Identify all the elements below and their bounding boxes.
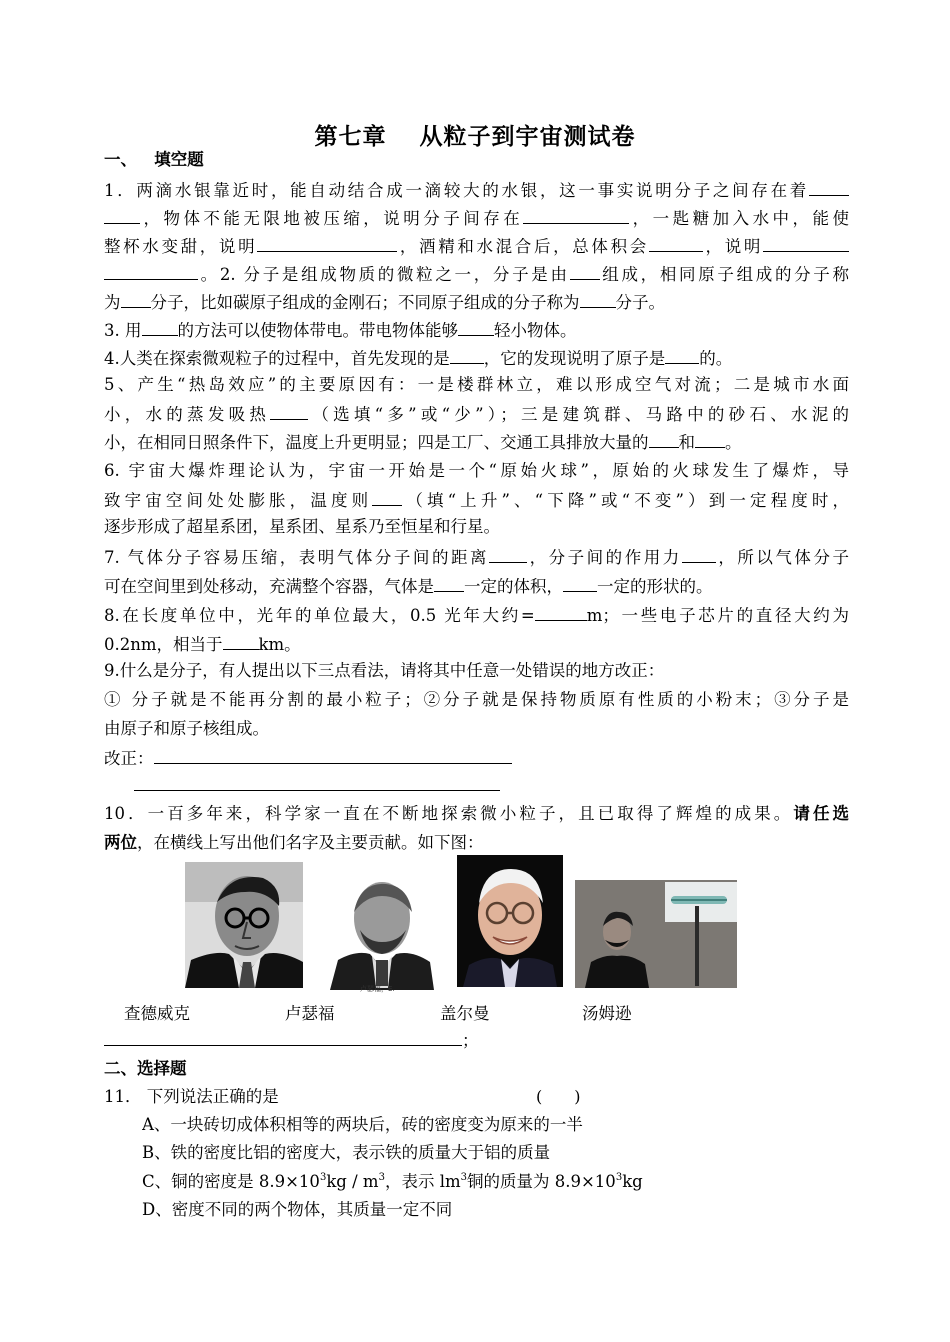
option-b[interactable]: B、铁的密度比铝的密度大，表示铁的质量大于铝的质量 xyxy=(142,1143,551,1162)
question-text: ，一匙糖加入水中，能使 xyxy=(629,209,849,228)
exponent: 3 xyxy=(615,1172,623,1183)
question-10-line-2 xyxy=(104,832,849,854)
question-text: 0.2nm，相当于 xyxy=(104,635,223,654)
question-1-line-1 xyxy=(104,178,849,202)
question-text: 为 xyxy=(104,293,121,312)
answer-blank[interactable] xyxy=(104,262,198,280)
question-text: 分子，比如碳原子组成的金刚石；不同原子组成的分子称为 xyxy=(150,293,580,312)
question-text: 11． 下列说法正确的是 xyxy=(104,1087,279,1106)
question-text: 7. 气体分子容易压缩，表明气体分子间的距离 xyxy=(104,548,490,567)
answer-blank[interactable] xyxy=(682,545,716,563)
page-title: 第七章 从粒子到宇宙测试卷 xyxy=(314,124,636,150)
question-6-line-1 xyxy=(104,460,849,482)
section-number: 一、 xyxy=(104,150,137,169)
section-heading-multiple-choice: 二、选择题 xyxy=(104,1059,187,1078)
option-text: ，表示 lm xyxy=(384,1172,461,1191)
question-text: ，所以气体分子 xyxy=(715,548,849,567)
answer-blank[interactable] xyxy=(257,234,397,252)
question-text: 组成，相同原子组成的分子称 xyxy=(599,265,849,284)
question-text: 和 xyxy=(678,433,695,452)
question-9-line-2 xyxy=(104,689,849,711)
question-text: ，它的发现说明了原子是 xyxy=(483,349,666,368)
section-heading-fill-blank xyxy=(104,149,849,171)
question-5-line-3 xyxy=(104,430,849,454)
question-text: （选填“多”或“少”）；三是建筑群、马路中的砂石、水泥的 xyxy=(308,405,849,424)
question-1-line-4 xyxy=(104,262,849,286)
question-text: 由原子和原子核组成。 xyxy=(104,719,269,738)
name-caption-gell-mann: 盖尔曼 xyxy=(440,1004,490,1023)
question-text: 一定的形状的。 xyxy=(597,577,713,596)
answer-blank[interactable] xyxy=(142,318,178,336)
question-text: 致宇宙空间处处膨胀，温度则 xyxy=(104,491,373,510)
fix-label: 改正： xyxy=(104,749,154,768)
answer-blank[interactable] xyxy=(223,632,259,650)
question-10-answer-line xyxy=(104,1028,849,1052)
question-text: 分子。 xyxy=(615,293,665,312)
question-text: ，在横线上写出他们名字及主要贡献。如下图： xyxy=(137,833,484,852)
answer-blank[interactable] xyxy=(270,402,308,420)
question-11-stem xyxy=(104,1086,849,1108)
name-caption-rutherford: 卢瑟福 xyxy=(285,1004,335,1023)
question-text: ，说明 xyxy=(702,237,764,256)
question-9-fix-line xyxy=(104,746,849,770)
question-1-line-5 xyxy=(104,290,849,314)
name-caption-thomson: 汤姆逊 xyxy=(582,1004,632,1023)
question-text: 。 xyxy=(725,433,742,452)
question-1-line-2 xyxy=(104,206,849,230)
question-text: 。2. 分子是组成物质的微粒之一，分子是由 xyxy=(198,265,570,284)
answer-blank[interactable] xyxy=(523,206,629,224)
question-text: 3. 用 xyxy=(104,321,142,340)
question-text: 整杯水变甜，说明 xyxy=(104,237,258,256)
question-6-line-2 xyxy=(104,488,849,512)
question-text: 8.在长度单位中，光年的单位最大，0.5 光年大约= xyxy=(104,606,535,625)
question-text: 可在空间里到处移动，充满整个容器，气体是 xyxy=(104,577,434,596)
question-4 xyxy=(104,346,849,370)
question-9-line-1 xyxy=(104,660,849,682)
option-text: kg xyxy=(622,1172,643,1191)
gell-mann-portrait xyxy=(457,855,563,987)
question-8-line-1 xyxy=(104,603,849,627)
exponent: 3 xyxy=(460,1172,467,1183)
semicolon: ； xyxy=(462,1031,479,1050)
option-d[interactable]: D、密度不同的两个物体，其质量一定不同 xyxy=(142,1200,453,1219)
question-text: 6. 宇宙大爆炸理论认为，宇宙一开始是一个“原始火球”，原始的火球发生了爆炸，导 xyxy=(104,461,849,480)
answer-blank[interactable] xyxy=(563,574,597,592)
question-6-line-3 xyxy=(104,516,849,538)
option-a[interactable]: A、一块砖切成体积相等的两块后，砖的密度变为原来的一半 xyxy=(142,1115,583,1134)
answer-blank[interactable] xyxy=(489,545,527,563)
question-text: 10．一百多年来，科学家一直在不断地探索微小粒子，且已取得了辉煌的成果。 xyxy=(104,804,794,823)
question-text: km。 xyxy=(258,635,301,654)
photo-caption-small: 卢瑟福，E. xyxy=(360,985,395,993)
answer-parentheses[interactable]: ( ) xyxy=(536,1087,581,1106)
question-text: ，物体不能无限地被压缩，说明分子间存在 xyxy=(140,209,524,228)
name-caption-chadwick: 查德威克 xyxy=(124,1004,190,1023)
question-7-line-1 xyxy=(104,545,849,569)
question-text: ，分子间的作用力 xyxy=(527,548,682,567)
rutherford-portrait xyxy=(326,872,436,998)
question-7-line-2 xyxy=(104,574,849,598)
question-text: 轻小物体。 xyxy=(494,321,577,340)
option-c[interactable] xyxy=(142,1171,842,1193)
question-5-line-2 xyxy=(104,402,849,426)
answer-blank[interactable] xyxy=(458,318,494,336)
question-text: 逐步形成了超星系团，星系团、星系乃至恒星和行星。 xyxy=(104,517,500,536)
question-text: 1．两滴水银靠近时，能自动结合成一滴较大的水银，这一事实说明分子之间存在着 xyxy=(104,181,809,200)
question-text: 的。 xyxy=(699,349,733,368)
question-text: 的方法可以使物体带电。带电物体能够 xyxy=(177,321,458,340)
option-text: kg / m xyxy=(326,1172,379,1191)
question-text: ，酒精和水混合后，总体积会 xyxy=(397,237,649,256)
exponent: 3 xyxy=(319,1172,327,1183)
answer-blank[interactable] xyxy=(580,290,616,308)
answer-blank[interactable] xyxy=(535,603,587,621)
answer-blank[interactable] xyxy=(154,746,512,764)
question-text: 一定的体积， xyxy=(464,577,563,596)
question-9-line-3 xyxy=(104,718,849,740)
question-text: 4.人类在探索微观粒子的过程中，首先发现的是 xyxy=(104,349,450,368)
answer-blank[interactable] xyxy=(649,430,679,448)
question-5-line-1 xyxy=(104,374,849,396)
answer-blank[interactable] xyxy=(763,234,849,252)
question-text: ① 分子就是不能再分割的最小粒子；②分子就是保持物质原有性质的小粉末；③分子是 xyxy=(104,690,849,709)
question-10-line-1 xyxy=(104,803,849,825)
question-text-bold: 请任选 xyxy=(793,804,849,823)
question-text: m；一些电子芯片的直径大约为 xyxy=(586,606,849,625)
answer-blank[interactable] xyxy=(134,790,500,791)
option-text: 铜的质量为 8.9×10 xyxy=(467,1172,616,1191)
question-text: （填“上升”、“下降”或“不变”）到一定程度时， xyxy=(402,491,849,510)
answer-blank[interactable] xyxy=(809,178,849,196)
question-text: 5、产生“热岛效应”的主要原因有：一是楼群林立，难以形成空气对流；二是城市水面 xyxy=(104,375,849,394)
question-3 xyxy=(104,318,849,342)
answer-blank[interactable] xyxy=(434,574,464,592)
question-text: 小，在相同日照条件下，温度上升更明显；四是工厂、交通工具排放大量的 xyxy=(104,433,649,452)
section-label: 填空题 xyxy=(154,150,204,169)
question-1-line-3 xyxy=(104,234,849,258)
question-8-line-2 xyxy=(104,632,849,656)
question-text: 小，水的蒸发吸热 xyxy=(104,405,271,424)
option-text: C、铜的密度是 8.9×10 xyxy=(142,1172,320,1191)
thomson-photo xyxy=(575,880,737,988)
answer-blank[interactable] xyxy=(104,1028,462,1046)
answer-blank[interactable] xyxy=(104,206,140,224)
answer-blank[interactable] xyxy=(665,346,699,364)
answer-blank[interactable] xyxy=(372,488,402,506)
answer-blank[interactable] xyxy=(121,290,151,308)
question-text: 9.什么是分子，有人提出以下三点看法，请将其中任意一处错误的地方改正： xyxy=(104,661,665,680)
answer-blank[interactable] xyxy=(695,430,725,448)
question-text-bold: 两位 xyxy=(104,833,137,852)
exponent: 3 xyxy=(378,1172,385,1183)
answer-blank[interactable] xyxy=(450,346,484,364)
chadwick-portrait xyxy=(185,862,303,988)
answer-blank[interactable] xyxy=(649,234,703,252)
answer-blank[interactable] xyxy=(570,262,600,280)
